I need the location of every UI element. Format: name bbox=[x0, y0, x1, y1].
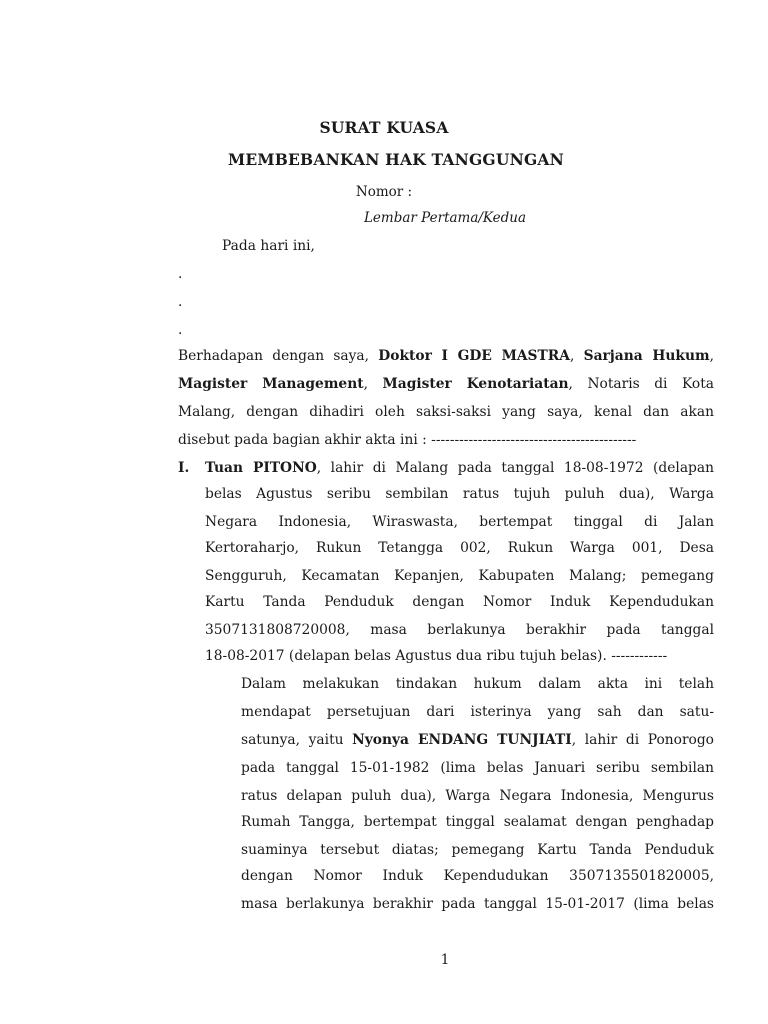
party1-line-8: 18-08-2017 (delapan belas Agustus dua ribu tujuh belas). ------------ bbox=[205, 648, 668, 664]
party1-line-3: Negara Indonesia, Wiraswasta, bertempat tinggal di Jalan bbox=[205, 514, 714, 530]
notary-degree: Sarjana Hukum bbox=[583, 348, 710, 364]
document-title: SURAT KUASA bbox=[319, 118, 449, 137]
sheet-label: Lembar Pertama/Kedua bbox=[363, 210, 527, 226]
opening-sep: , bbox=[569, 348, 584, 364]
party1-line-1 bbox=[205, 458, 714, 478]
document-subtitle: MEMBEBANKAN HAK TANGGUNGAN bbox=[228, 150, 564, 169]
opening-line-1 bbox=[178, 346, 714, 366]
notary-degree: Magister Kenotariatan bbox=[382, 376, 569, 392]
consent-line-5: ratus delapan puluh dua), Warga Negara Indonesia, Mengurus bbox=[241, 788, 714, 804]
notary-name: Doktor I GDE MASTRA bbox=[378, 348, 570, 364]
spouse-name: Nyonya ENDANG TUNJIATI bbox=[352, 732, 572, 748]
party1-line-4: Kertoraharjo, Rukun Tetangga 002, Rukun Warga 001, Desa bbox=[205, 540, 714, 556]
consent-line-6: Rumah Tangga, bertempat tinggal sealamat dengan penghadap bbox=[241, 814, 714, 830]
consent-text: , lahir di Ponorogo bbox=[571, 732, 714, 748]
opening-text: Berhadapan dengan saya, bbox=[178, 348, 379, 364]
page-number: 1 bbox=[440, 952, 450, 968]
document-number-label: Nomor : bbox=[355, 184, 413, 200]
consent-line-4: pada tanggal 15-01-1982 (lima belas Januari seribu sembilan bbox=[241, 760, 714, 776]
consent-line-1: Dalam melakukan tindakan hukum dalam akta ini telah bbox=[241, 676, 714, 692]
blank-dot-1: . bbox=[178, 266, 183, 282]
party-number: I. bbox=[178, 460, 190, 476]
consent-line-2: mendapat persetujuan dari isterinya yang sah dan satu- bbox=[241, 704, 714, 720]
party1-name: Tuan PITONO bbox=[205, 460, 317, 476]
opening-sep: , bbox=[709, 348, 714, 364]
opening-text: , Notaris di Kota bbox=[568, 376, 714, 392]
consent-line-8: dengan Nomor Induk Kependudukan 3507135501820005, bbox=[241, 868, 714, 884]
party1-line-5: Sengguruh, Kecamatan Kepanjen, Kabupaten Malang; pemegang bbox=[205, 568, 714, 584]
party1-line-6: Kartu Tanda Penduduk dengan Nomor Induk Kependudukan bbox=[205, 594, 714, 610]
party1-line-7: 3507131808720008, masa berlakunya berakhir pada tanggal bbox=[205, 622, 714, 638]
opening-day-line: Pada hari ini, bbox=[222, 238, 315, 254]
opening-line-3: Malang, dengan dihadiri oleh saksi-saksi yang saya, kenal dan akan bbox=[178, 404, 714, 420]
consent-line-3 bbox=[241, 730, 714, 750]
consent-line-7: suaminya tersebut diatas; pemegang Kartu Tanda Penduduk bbox=[241, 842, 714, 858]
opening-line-4: disebut pada bagian akhir akta ini : -------------------------------------------- bbox=[178, 432, 637, 448]
party1-text: , lahir di Malang pada tanggal 18-08-1972 (delapan bbox=[316, 460, 714, 476]
opening-sep: , bbox=[363, 376, 383, 392]
blank-dot-2: . bbox=[178, 294, 183, 310]
party1-line-2: belas Agustus seribu sembilan ratus tujuh puluh dua), Warga bbox=[205, 486, 714, 502]
consent-line-9: masa berlakunya berakhir pada tanggal 15-01-2017 (lima belas bbox=[241, 896, 714, 912]
consent-text: satunya, yaitu bbox=[241, 732, 353, 748]
notary-degree: Magister Management bbox=[178, 376, 364, 392]
opening-line-2 bbox=[178, 374, 714, 394]
blank-dot-3: . bbox=[178, 322, 183, 338]
